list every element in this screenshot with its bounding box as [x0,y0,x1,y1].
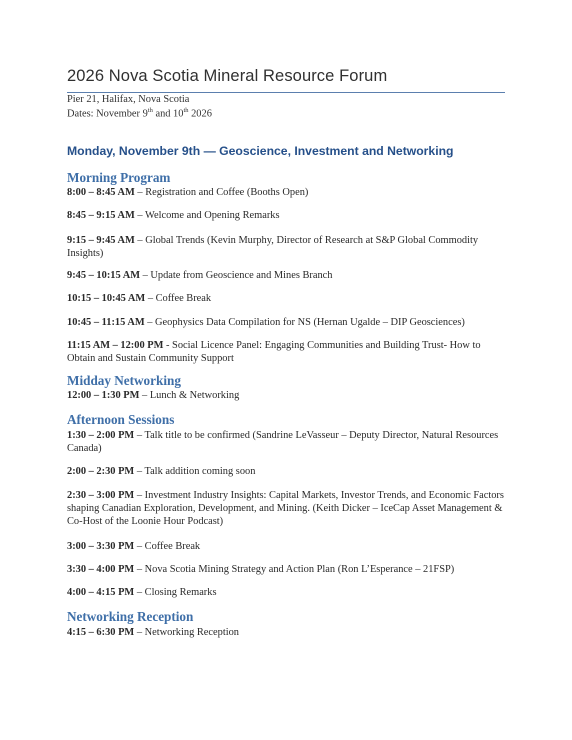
item-time: 8:45 – 9:15 AM [67,210,135,221]
schedule-item [67,429,507,455]
item-description: – Investment Industry Insights: Capital Markets, Investor Trends, and Economic Factors shaping Canadian Exploration, Development, and Mining. (Keith Dicker – IceCap Asset Management & Co-Host of the Loonie Hour Podcast) [67,490,504,528]
item-description: – Global Trends (Kevin Murphy, Director of Research at S&P Global Commodity Insights) [67,235,479,260]
item-time: 12:00 – 1:30 PM [67,390,140,401]
item-description: – Coffee Break [145,293,212,304]
event-dates [67,107,212,119]
schedule-item [67,292,507,305]
item-time: 10:45 – 11:15 AM [67,317,145,328]
event-location: Pier 21, Halifax, Nova Scotia [67,94,190,105]
schedule-item [67,209,507,222]
item-time: 4:15 – 6:30 PM [67,627,135,638]
item-description: - Social Licence Panel: Engaging Communities and Building Trust- How to Obtain and Sustain Community Support [67,340,481,365]
item-time: 4:00 – 4:15 PM [67,587,135,598]
day-heading: Monday, November 9th — Geoscience, Investment and Networking [67,144,454,158]
item-time: 11:15 AM – 12:00 PM [67,340,164,351]
schedule-item [67,586,507,599]
item-description: – Nova Scotia Mining Strategy and Action Plan (Ron L’Esperance – 21FSP) [134,564,455,575]
item-time: 3:30 – 4:00 PM [67,564,135,575]
title-underline [67,92,505,93]
dates-prefix: Dates: November 9 [67,108,148,120]
schedule-item [67,234,507,260]
item-description: – Networking Reception [134,627,239,638]
page-title: 2026 Nova Scotia Mineral Resource Forum [67,67,388,85]
section-heading-reception: Networking Reception [67,609,194,624]
item-description: – Registration and Coffee (Booths Open) [134,187,309,198]
dates-middle: and 10 [152,108,184,120]
dates-suffix: 2026 [188,108,212,120]
item-time: 2:30 – 3:00 PM [67,490,135,501]
item-description: – Welcome and Opening Remarks [134,210,280,221]
schedule-item [67,489,507,529]
item-description: – Lunch & Networking [139,390,240,401]
schedule-item [67,540,507,553]
item-time: 8:00 – 8:45 AM [67,187,135,198]
schedule-item [67,186,507,199]
schedule-item [67,563,507,576]
item-description: – Update from Geoscience and Mines Branch [140,270,333,281]
schedule-item [67,269,507,282]
section-heading-afternoon: Afternoon Sessions [67,412,175,427]
item-time: 3:00 – 3:30 PM [67,541,135,552]
item-description: – Talk title to be confirmed (Sandrine LeVasseur – Deputy Director, Natural Resources Canada) [67,430,499,455]
dates-superscript-2: th [183,107,189,114]
section-heading-midday: Midday Networking [67,373,181,388]
section-heading-morning: Morning Program [67,170,171,185]
item-description: – Geophysics Data Compilation for NS (Hernan Ugalde – DIP Geosciences) [144,317,465,328]
item-description: – Talk addition coming soon [134,466,256,477]
item-description: – Closing Remarks [134,587,217,598]
schedule-item [67,339,507,365]
item-time: 2:00 – 2:30 PM [67,466,135,477]
schedule-item [67,465,507,478]
item-time: 1:30 – 2:00 PM [67,430,135,441]
schedule-item [67,626,507,639]
schedule-item [67,316,507,329]
schedule-item [67,389,507,402]
dates-superscript-1: th [147,107,153,114]
item-time: 9:15 – 9:45 AM [67,235,135,246]
item-description: – Coffee Break [134,541,201,552]
item-time: 10:15 – 10:45 AM [67,293,146,304]
item-time: 9:45 – 10:15 AM [67,270,141,281]
